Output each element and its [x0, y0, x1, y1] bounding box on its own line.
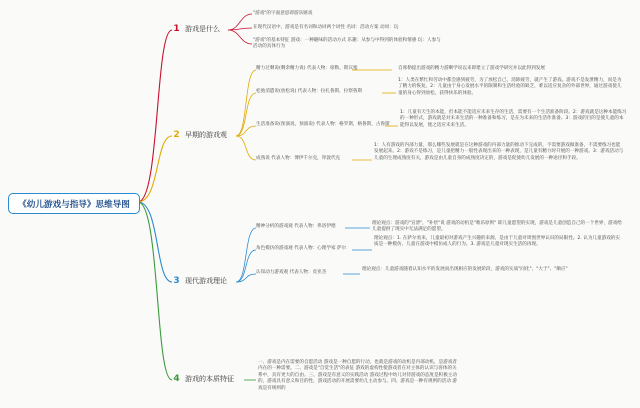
section-4-number: 4: [173, 373, 180, 384]
section-4-label: 游戏的本质特征: [185, 374, 234, 383]
section-1-number: 1: [173, 23, 180, 34]
s4-desc: 一、游戏是内在需要的自愿活动 游戏是一种自愿的行动，也就是游戏的动机是内部动机，是游戏者内在的一种需要。二、游戏是"自觉生活"的表征 游戏的虚构性使游戏者在对主体的认识与客体的关系中，具有更大的自由。三、游戏是有意义的实践活动 游戏过程中幼儿对待游戏的态度是积极主动的，游戏具有意义和目的性，游戏活动的开展需要幼儿主动参与。四、游戏是一种有规则的活动 游戏是有规则的: [258, 360, 457, 391]
s1-item1-line: [228, 14, 252, 30]
section-4-topic[interactable]: [172, 373, 234, 384]
s2-theory-2-name: 松弛消遣说(放松说) 代表人物：拉扎鲁斯，拉察鲁斯: [256, 89, 363, 94]
section-2-number: 2: [173, 129, 180, 140]
s2-theory4-line: [236, 136, 256, 160]
section-2-topic[interactable]: [172, 129, 227, 140]
s2-theory-3-desc: 1：儿童有天生的本能，但本能不能适应未来生存的生活，需要有一个生活准备阶段。2：游戏就是这种本能练习的一种形式，游戏就是对未来生活的一种准备和练习，是在为未来的生活作准备。3：游戏的目的是使儿童的本能得以发展，使之适应未来生活。: [400, 110, 627, 128]
section-3-label: 现代游戏理论: [185, 276, 227, 285]
s2-theory-3-name: 生活准备说(预演说，预演说) 代表人物：格罗斯，格鲁斯，古鲁斯: [256, 122, 390, 127]
s2-theory-2-desc: 1：人类在繁忙和劳动中都会感到疲劳，为了放松自己，消除疲劳，就产生了游戏。游戏不是发泄精力，而是为了精力的恢复。2：儿童由于身心发展水平的限制和生活经验的缺乏，难以适应复杂的外部世界，通过游戏使儿童的身心得到放松，获得快乐的体验。: [398, 78, 622, 96]
s3-theory-1-name: 精神分析的游戏观 代表人物：弗洛伊德: [256, 224, 336, 229]
section-3-number: 3: [173, 275, 180, 286]
s2-theory2-line: [236, 93, 256, 136]
s3-theory-2-name: 角色模仿的游戏观 代表人物：心理学家 萨尔: [256, 246, 347, 251]
s1-item-3: "游戏"的基本特征 游戏：一种趣味的活动方式 乐趣：从参与中得到的体验和情感 玩：人参与活动的具体行为: [253, 38, 441, 50]
s2-theory-1-name: 精力过剩说(剩余精力说) 代表人物：席勒、斯宾塞: [256, 66, 358, 71]
s1-item-1: "游戏"的字面意思即游乐嬉戏: [253, 11, 313, 16]
section-2-label: 早期的游戏观: [185, 130, 227, 139]
s1-item2-line: [228, 28, 252, 30]
root-to-section-4-line: [138, 202, 172, 380]
section-1-label: 游戏是什么: [185, 24, 220, 33]
root-to-section-2-line: [138, 136, 172, 202]
s3-theory-3-desc: 理论观点：儿童游戏随着认知水平的发展而出现相应的发展阶段，游戏的实质"同化"、"大于"、"顺应": [362, 267, 568, 272]
s2-theory-4-desc: 1：人有游戏的内部力量，那么哪些发展就是在这种游戏的内部力量的推动下完成的，不需要游戏做准备，不需要练习也能发展起来。2：游戏不是练习，是儿童把精力一般性表现出来的一种表现，是儿童有精力时开展的一种游戏。3：游戏活动与儿童的生理成熟度有关，游戏是由儿童自身的成熟度决定的，游戏是促使幼儿发展的一种途径和手段。: [374, 143, 624, 161]
s2-theory-4-name: 成熟说 代表人物：博伊千尔克，拜敦代克: [256, 156, 341, 161]
s3-theory-2-desc: 理论观点：1. 在萨尔看来，儿童最初对游戏产生兴趣的来源，是由于儿童对周围世界认识的局限性。2. 认为儿童游戏的实质是一种模仿，儿童在游戏中模仿成人的行为。3. 游戏是儿童对现实生活的再现。: [374, 236, 620, 248]
s3-theory-1-desc: 理论观点：游戏的"宣泄"，"补偿"说 游戏的动机是"唯乐原则" 即儿童愿望的实现，游戏是儿童创造自己的一个世界，游戏给儿童提供了现实中无法满足的愿望。: [372, 221, 622, 233]
s2-theory-1-desc: 自席勒提出游戏的精力游剩学说以来即建立了游戏学研究并以此得到发展: [398, 66, 546, 71]
section-1-topic[interactable]: [172, 23, 220, 34]
s1-item-2: 在现代汉语中，游戏是有名词和动词两个词性 名词：活动方案 动词：玩: [253, 25, 399, 30]
section-3-topic[interactable]: [172, 275, 227, 286]
s1-item3-line: [228, 30, 252, 44]
s3-theory-3-name: 认知动力游戏观 代表人物：皮亚杰: [256, 270, 327, 275]
root-topic[interactable]: 《幼儿游戏与指导》思维导图: [8, 193, 140, 214]
